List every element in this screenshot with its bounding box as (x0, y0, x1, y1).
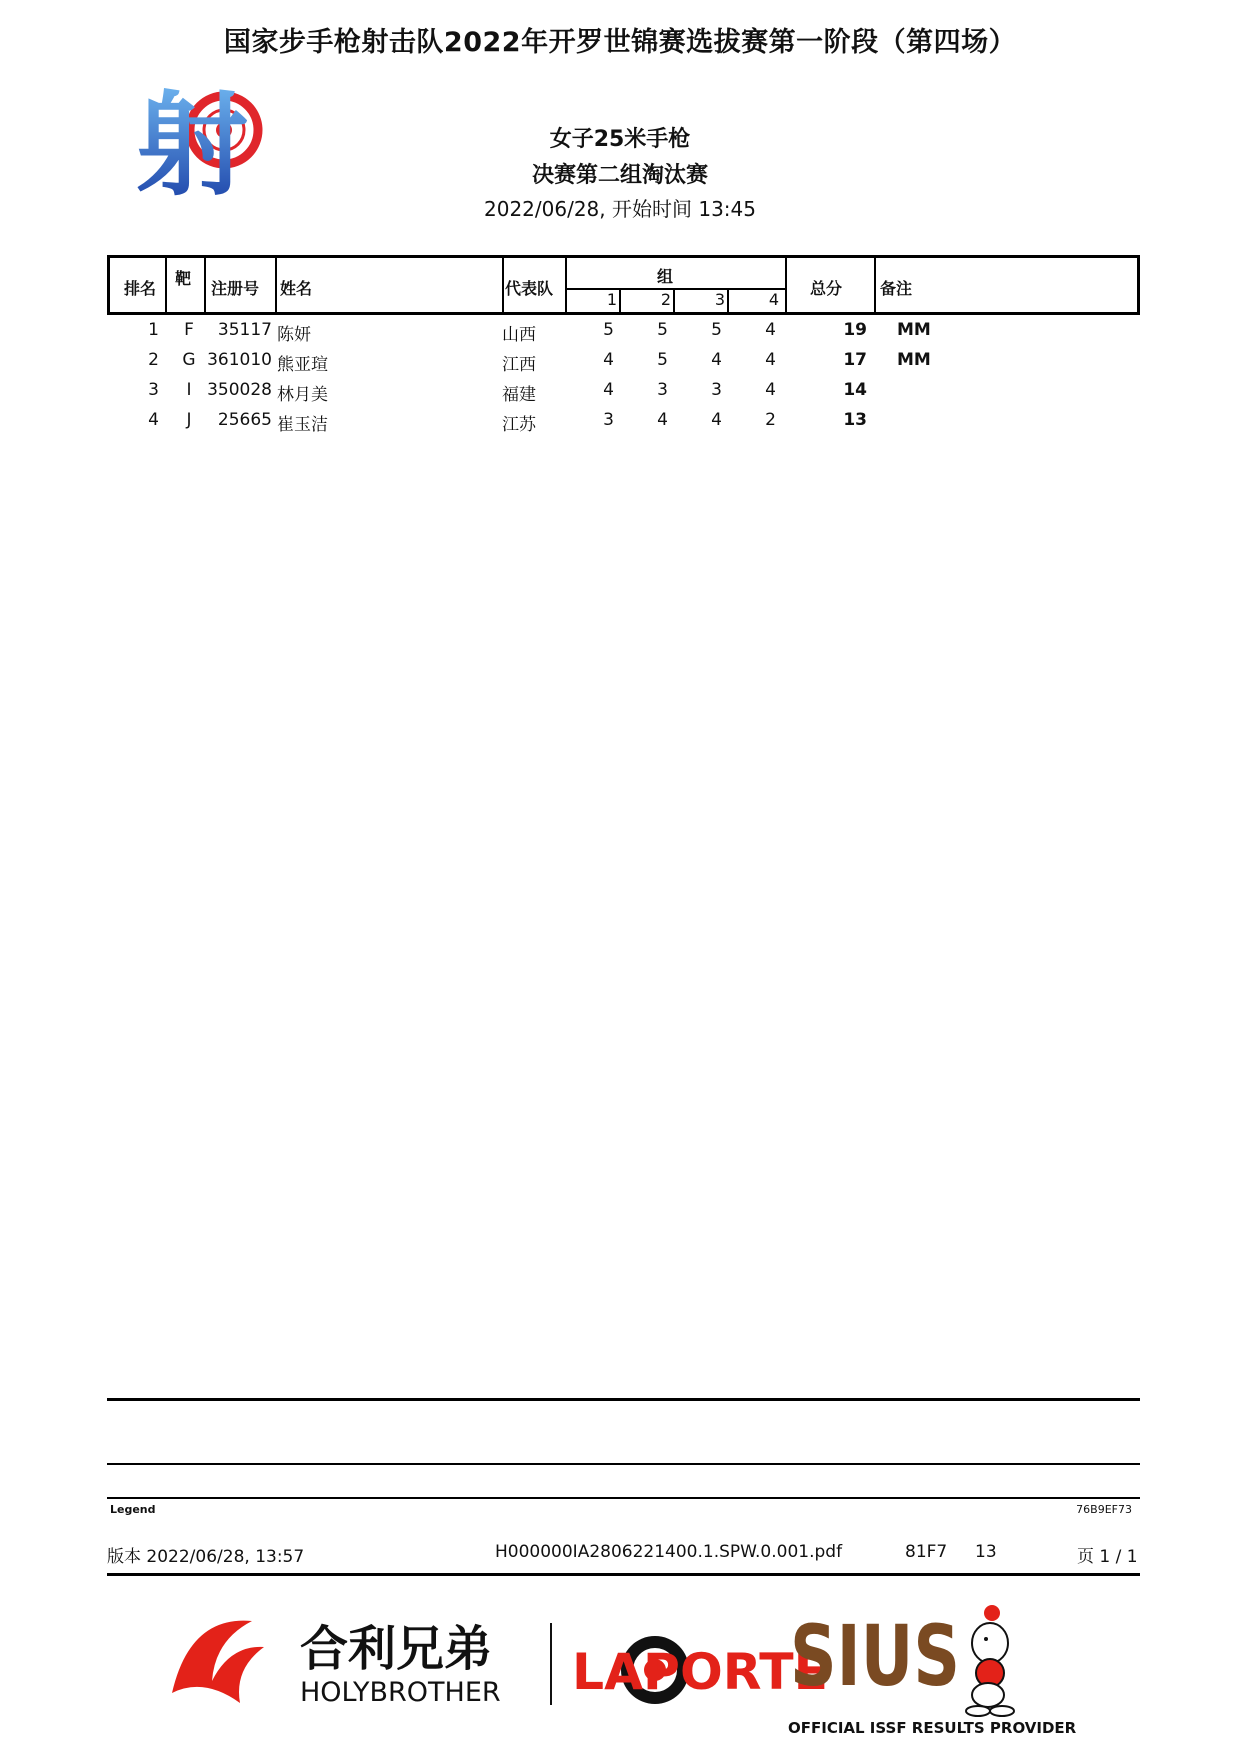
page-number: 页 1 / 1 (1077, 1547, 1138, 1567)
header-remarks: 备注 (880, 279, 913, 298)
series-cell: 5 (603, 320, 614, 340)
reg-no-cell: 361010 (207, 350, 272, 370)
table-row (107, 410, 1140, 438)
team-cell: 福建 (502, 385, 536, 405)
holybrother-cn: 合利兄弟 (300, 1621, 493, 1677)
series-cell: 4 (711, 350, 722, 370)
series-cell: 4 (765, 350, 776, 370)
table-row (107, 350, 1140, 378)
footer-divider (107, 1497, 1140, 1499)
start-time: 2022/06/28, 开始时间 13:45 (484, 197, 756, 221)
series-cell: 4 (765, 320, 776, 340)
footer-divider (107, 1463, 1140, 1465)
holybrother-en: HOLYBROTHER (300, 1677, 501, 1708)
legend-label: Legend (110, 1503, 156, 1516)
rank-cell: 2 (148, 350, 159, 370)
table-row (107, 320, 1140, 348)
header-total: 总分 (810, 279, 843, 298)
version-text: 版本 2022/06/28, 13:57 (107, 1547, 305, 1567)
header-name: 姓名 (280, 279, 313, 298)
header-target: 靶 (175, 269, 192, 288)
header-series: 组 (656, 267, 673, 286)
header-team: 代表队 (505, 279, 554, 298)
series-cell: 4 (603, 350, 614, 370)
rank-cell: 4 (148, 410, 159, 430)
series-cell: 4 (603, 380, 614, 400)
team-cell: 江苏 (502, 415, 536, 435)
logo-glyph: 射 (136, 81, 248, 206)
number-text: 13 (975, 1542, 997, 1562)
series-cell: 5 (657, 320, 668, 340)
team-cell: 山西 (502, 325, 536, 345)
total-cell: 17 (843, 350, 867, 370)
target-cell: G (182, 350, 196, 370)
results-table-header (107, 255, 1140, 315)
code-text: 81F7 (905, 1542, 948, 1562)
name-cell: 崔玉洁 (277, 415, 328, 435)
series-cell: 4 (657, 410, 668, 430)
footer-divider (107, 1398, 1140, 1401)
mascot-icon (966, 1605, 1014, 1716)
series-header (565, 258, 785, 312)
series-number: 3 (714, 290, 725, 309)
series-cell: 5 (711, 320, 722, 340)
reg-no-cell: 35117 (217, 320, 272, 340)
header-rank: 排名 (124, 279, 157, 298)
laporte-wordmark: LAPORTE (572, 1643, 828, 1701)
event-title: 女子25米手枪 (549, 127, 691, 152)
filename-text: H000000IA2806221400.1.SPW.0.001.pdf (495, 1542, 843, 1562)
table-row (107, 380, 1140, 408)
sius-wordmark: SIUS (790, 1607, 960, 1705)
page-title: 国家步手枪射击队2022年开罗世锦赛选拔赛第一阶段（第四场） (223, 27, 1017, 58)
team-cell: 江西 (502, 355, 536, 375)
series-cell: 4 (765, 380, 776, 400)
series-number: 2 (660, 290, 671, 309)
series-cell: 4 (711, 410, 722, 430)
series-cell: 5 (657, 350, 668, 370)
stage-title: 决赛第二组淘汰赛 (531, 163, 708, 188)
reg-no-cell: 350028 (207, 380, 272, 400)
series-number: 4 (768, 290, 779, 309)
rank-cell: 3 (148, 380, 159, 400)
target-cell: I (186, 380, 192, 400)
series-cell: 3 (657, 380, 668, 400)
remark-cell: MM (897, 350, 931, 370)
target-cell: F (184, 320, 194, 340)
series-cell: 3 (603, 410, 614, 430)
series-number: 1 (606, 290, 617, 309)
sius-logo (788, 1605, 1077, 1735)
remark-cell: MM (897, 320, 931, 340)
total-cell: 19 (843, 320, 867, 340)
reg-no-cell: 25665 (217, 410, 272, 430)
name-cell: 陈妍 (277, 325, 311, 345)
document-code: 76B9EF73 (1076, 1503, 1132, 1516)
series-cell: 2 (765, 410, 776, 430)
sponsor-bar (160, 1585, 1140, 1735)
rank-cell: 1 (148, 320, 159, 340)
holybrother-logo (172, 1621, 501, 1708)
header-reg-no: 注册号 (211, 279, 260, 298)
total-cell: 13 (843, 410, 867, 430)
total-cell: 14 (843, 380, 867, 400)
series-cell: 3 (711, 380, 722, 400)
name-cell: 林月美 (277, 385, 328, 405)
target-cell: J (186, 410, 192, 430)
sius-tagline: OFFICIAL ISSF RESULTS PROVIDER (788, 1719, 1077, 1735)
name-cell: 熊亚瑄 (277, 355, 328, 375)
footer-divider (107, 1573, 1140, 1576)
